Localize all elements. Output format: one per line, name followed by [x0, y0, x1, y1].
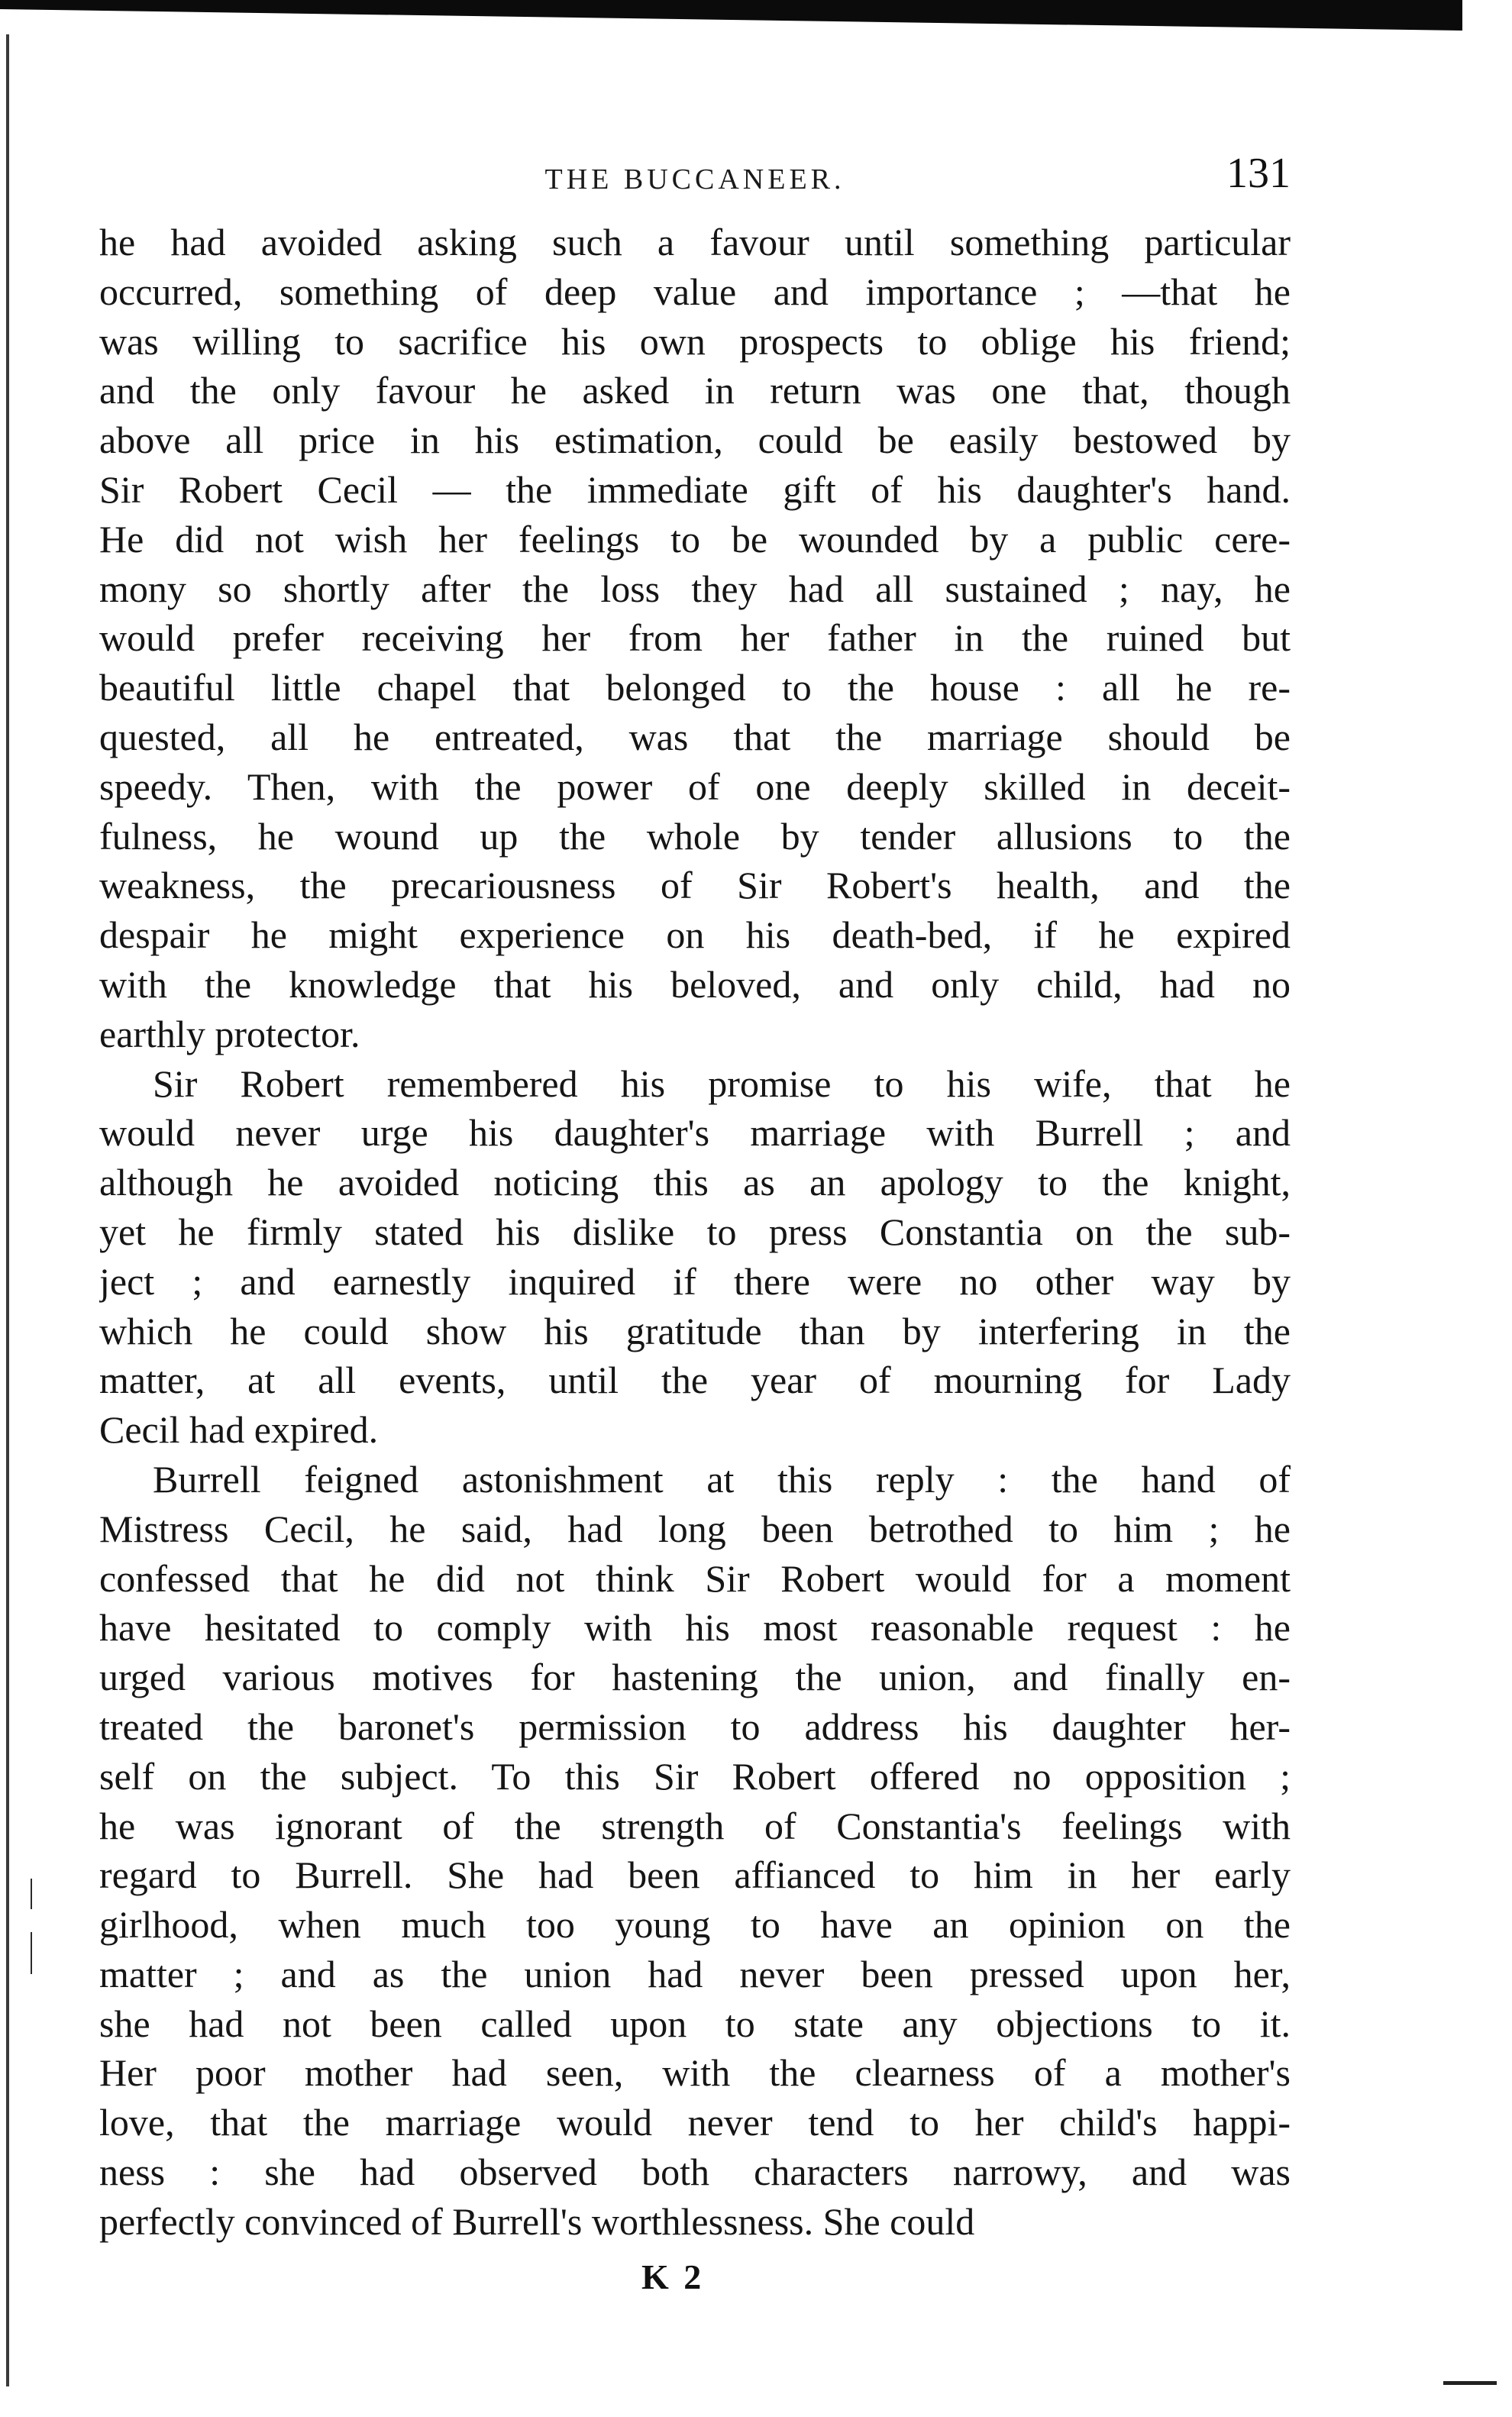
body-text — [99, 218, 1291, 2247]
text-line: and the only favour he asked in return was one that, though — [99, 369, 1291, 412]
text-line: earthly protector. — [99, 1012, 360, 1055]
text-line: would never urge his daughter's marriage with Burrell ; and — [99, 1111, 1291, 1155]
text-line: self on the subject. To this Sir Robert offered no opposition ; — [99, 1754, 1291, 1798]
top-border-rule — [0, 0, 1462, 31]
paragraph — [99, 1059, 1291, 1455]
text-line: Sir Robert remembered his promise to his wife, that he — [153, 1061, 1291, 1105]
text-line: matter ; and as the union had never been pressed upon her, — [99, 1952, 1291, 1995]
text-line: fulness, he wound up the whole by tender allusions to the — [99, 814, 1291, 858]
paragraph — [99, 218, 1291, 1059]
text-line: although he avoided noticing this as an apology to the knight, — [99, 1161, 1291, 1204]
running-title: THE BUCCANEER. — [544, 163, 845, 195]
text-line: would prefer receiving her from her father in the ruined but — [99, 616, 1291, 660]
text-line: despair he might experience on his death-bed, if he expired — [99, 913, 1291, 957]
page-number: 131 — [1226, 150, 1291, 197]
text-line: above all price in his estimation, could be easily bestowed by — [99, 418, 1291, 462]
text-line: Mistress Cecil, he said, had long been betrothed to him ; he — [99, 1507, 1291, 1550]
text-line: love, that the marriage would never tend to her child's happi- — [99, 2101, 1291, 2144]
text-line: perfectly convinced of Burrell's worthlessness. She could — [99, 2199, 975, 2243]
text-line: occurred, something of deep value and importance ; —that he — [99, 270, 1291, 313]
signature-mark: K 2 — [641, 2257, 705, 2296]
book-page — [99, 149, 1291, 2247]
text-line: he had avoided asking such a favour until something particular — [99, 221, 1291, 263]
text-line: urged various motives for hastening the union, and finally en- — [99, 1656, 1291, 1699]
left-page-edge — [6, 34, 9, 2386]
text-line: Cecil had expired. — [99, 1408, 379, 1452]
text-line: weakness, the precariousness of Sir Robert's health, and the — [99, 864, 1291, 907]
text-line: she had not been called upon to state any objections to it. — [99, 2002, 1291, 2045]
text-line: ject ; and earnestly inquired if there were no other way by — [99, 1259, 1291, 1303]
text-line: quested, all he entreated, was that the marriage should be — [99, 715, 1291, 758]
text-line: He did not wish her feelings to be wounded by a public cere- — [99, 517, 1291, 561]
text-line: ness : she had observed both characters narrowy, and was — [99, 2150, 1291, 2194]
text-line: he was ignorant of the strength of Constantia's feelings with — [99, 1804, 1291, 1847]
text-line: matter, at all events, until the year of mourning for Lady — [99, 1359, 1291, 1402]
text-line: speedy. Then, with the power of one deeply skilled in deceit- — [99, 764, 1291, 808]
text-line: mony so shortly after the loss they had all sustained ; nay, he — [99, 567, 1291, 610]
text-line: beautiful little chapel that belonged to the house : all he re- — [99, 666, 1291, 709]
text-line: have hesitated to comply with his most reasonable request : he — [99, 1606, 1291, 1650]
text-line: was willing to sacrifice his own prospects to oblige his friend; — [99, 319, 1291, 363]
text-line: girlhood, when much too young to have an opinion on the — [99, 1903, 1291, 1947]
text-line: regard to Burrell. She had been affianced to him in her early — [99, 1853, 1291, 1897]
text-line: Her poor mother had seen, with the clearness of a mother's — [99, 2051, 1291, 2095]
margin-mark — [31, 1932, 32, 1974]
text-line: which he could show his gratitude than by interfering in the — [99, 1309, 1291, 1352]
text-line: Sir Robert Cecil — the immediate gift of his daughter's hand. — [99, 467, 1291, 511]
text-line: treated the baronet's permission to address his daughter her- — [99, 1705, 1291, 1748]
text-line: Burrell feigned astonishment at this reply : the hand of — [153, 1457, 1291, 1501]
paragraph — [99, 1455, 1291, 2247]
running-header — [99, 149, 1291, 202]
corner-mark — [1443, 2381, 1497, 2385]
text-line: confessed that he did not think Sir Robert would for a moment — [99, 1556, 1291, 1600]
text-line: with the knowledge that his beloved, and only child, had no — [99, 962, 1291, 1006]
margin-mark — [31, 1879, 32, 1909]
text-line: yet he firmly stated his dislike to press Constantia on the sub- — [99, 1210, 1291, 1253]
